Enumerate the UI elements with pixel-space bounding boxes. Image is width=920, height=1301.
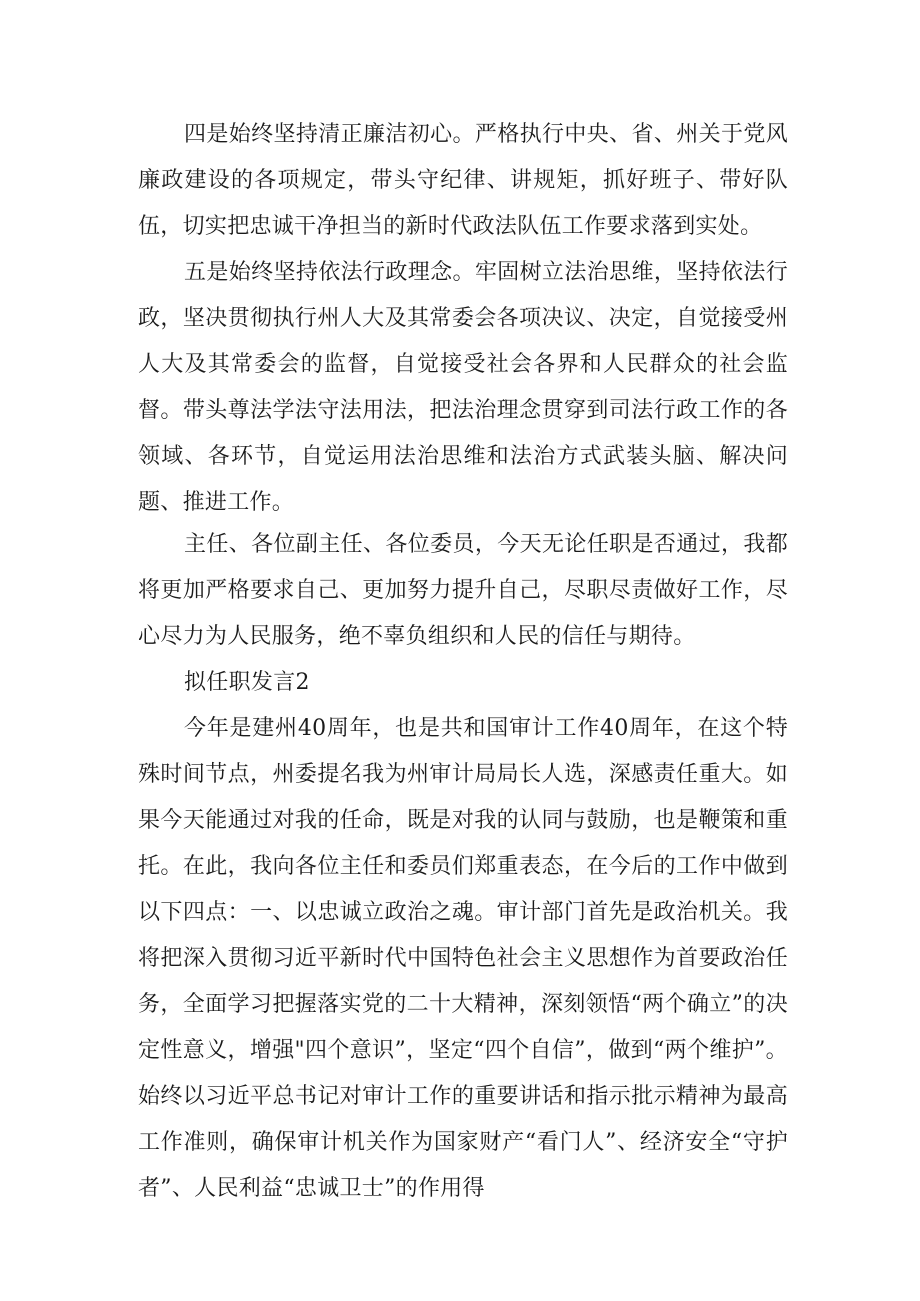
paragraph-integrity: 四是始终坚持清正廉洁初心。严格执行中央、省、州关于党风廉政建设的各项规定，带头守纪律、讲规矩，抓好班子、带好队伍，切实把忠诚干净担当的新时代政法队伍工作要求落到实处。 (138, 122, 788, 239)
paragraph-rule-of-law: 五是始终坚持依法行政理念。牢固树立法治思维，坚持依法行政，坚决贯彻执行州人大及其常委会各项决议、决定，自觉接受州人大及其常委会的监督，自觉接受社会各界和人民群众的社会监督。带头尊法学法守法用法，把法治理念贯穿到司法行政工作的各领域、各环节，自觉运用法治思维和法治方式武装头脑、解决问题、推进工作。 (138, 260, 788, 515)
paragraph-speech-2: 今年是建州40周年，也是共和国审计工作40周年，在这个特殊时间节点，州委提名我为州审计局局长人选，深感责任重大。如果今天能通过对我的任命，既是对我的认同与鼓励，也是鞭策和重托。在此，我向各位主任和委员们郑重表态，在今后的工作中做到以下四点：一、以忠诚立政治之魂。审计部门首先是政治机关。我将把深入贯彻习近平新时代中国特色社会主义思想作为首要政治任务，全面学习把握落实党的二十大精神，深刻领悟“两个确立”的决定性意义，增强"四个意识”，坚定“四个自信”，做到“两个维护”。始终以习近平总书记对审计工作的重要讲话和指示批示精神为最高工作准则，确保审计机关作为国家财产“看门人”、经济安全“守护者”、人民利益“忠诚卫士”的作用得 (138, 716, 788, 1201)
paragraph-closing-statement: 主任、各位副主任、各位委员，今天无论任职是否通过，我都将更加严格要求自己、更加努力提升自己，尽职尽责做好工作，尽心尽力为人民服务，绝不辜负组织和人民的信任与期待。 (138, 532, 788, 649)
section-heading: 拟任职发言2 (184, 670, 310, 695)
